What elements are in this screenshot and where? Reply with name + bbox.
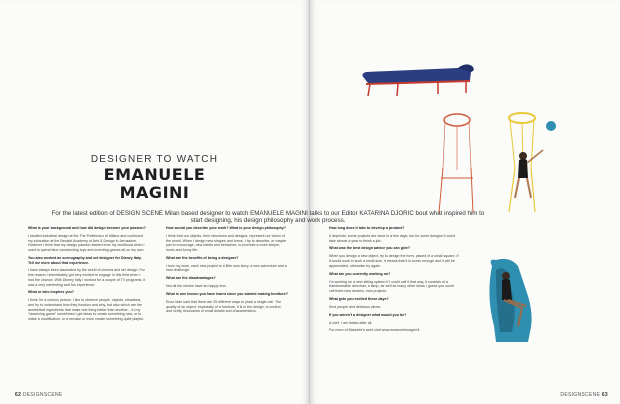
page-folio-right — [560, 392, 608, 398]
red-hoop — [444, 114, 470, 126]
page-number: 62 — [15, 392, 22, 398]
answer: Enzo Mari said that there are 25 different ways to plant a single nail. The quality of an object, especially of a furniture, it is in the design, to control, and verify, thousands of small details and characteristics. — [166, 300, 282, 314]
answer: I think that our objects, their structures and designs, represent our vision of the world. When I design new shapes and forms, I try to describe, or maybe just to encourage, new habits and behaviors, to promote a more simple, ironic and funny life. — [166, 233, 287, 252]
answer: I studied industrial design at the The Politecnico di Milano and continued my education at the Bezalel Academy of Arts & Design in Jerusalem. However I think that my design passion started from my childhood when I used to spend time constructing toys and inventing games all on my own. — [28, 233, 145, 252]
woman-head — [502, 272, 510, 280]
right-page — [310, 0, 620, 404]
text-column-2 — [166, 226, 288, 317]
red-chair-legs — [439, 168, 473, 213]
question: What is one lesson you have learnt since you started making furniture? — [166, 292, 289, 297]
woman-head — [519, 152, 527, 160]
text-column-3 — [329, 226, 459, 336]
woman-arm — [527, 150, 543, 163]
answer: It depends: some projects are done in a few days, but for some designs it could take almost a year to finish a job. — [329, 233, 456, 243]
answer: I love my work, each new project is a little new story, a new adventure and a new challenge. — [166, 263, 287, 273]
answer: I'm working on a new sitting system if I could call it that way, it consists of a transformable armchair, a lamp, as well as many other ideas I guess you could call them new dreams, new projects. — [329, 279, 454, 293]
answer: Kind people and delicious wines. — [329, 304, 382, 309]
blue-ball — [546, 121, 556, 131]
woman-body — [518, 159, 528, 178]
answer: I think I'm a curious person. I like to observe people, objects, situations, and try to understand how they function and why, but also which are the aesthetical ingredients that make one thing better than another... In my "observing game" sometimes I get ideas to create something new, or to make a modification, or a remake or even create something quite playful. — [28, 298, 144, 322]
question: What are the benefits of being a designer? — [166, 255, 239, 260]
left-page — [0, 0, 309, 404]
article-intro: For the latest edition of DESIGN SCENE Milan based designer to watch EMANUELE MAGINI talks to our Editor KATARINA DJORIC bout what inspired him to start designing, his design philosophy and work process. — [51, 210, 485, 225]
answer: I have always been fascinated by the world of cinema and set design. For this reason I immediately got very excited to engage in this field when I had the chance. With Disney Italy I worked for a couple of TV programs. It was a very interesting and fun experience. — [28, 268, 146, 287]
question: What or who inspires you? — [28, 290, 74, 295]
answer: Not all the stories have an happy end... — [166, 284, 229, 289]
article-kicker: DESIGNER TO WATCH — [90, 154, 219, 165]
magazine-name: DESIGNSCENE — [560, 392, 601, 398]
question: What are the disadvantages? — [166, 276, 216, 281]
answer: A chef. I am Italian after all. — [329, 320, 373, 325]
question: What are you currently working on? — [329, 271, 391, 276]
question: What is your background and how did design become your passion? — [28, 226, 146, 230]
question: What was the best design advice you can give? — [329, 246, 411, 251]
question: You also worked as scenography and set designer for Disney Italy. Tell me more about that experience. — [28, 255, 142, 265]
red-hoop-strings — [443, 122, 471, 170]
question: If you weren't a designer what would you be? — [329, 312, 407, 317]
page-number: 63 — [601, 392, 608, 398]
answer: When you design a new object, try to design the form, placed in a small square. If it would work in such a small size, it means that it is iconic enough and it will be appreciated, otherwise try again. — [329, 254, 459, 268]
question: How long does it take to develop a product? — [329, 226, 405, 230]
headline-line-1: EMANUELE — [103, 165, 206, 184]
website-note: For more of Manuele's work visit www.emanuelemagini.it — [329, 328, 420, 333]
headline-line-2: MAGINI — [119, 183, 190, 202]
question: How would you describe your work? What is your design philosophy? — [166, 226, 287, 230]
hoop-chairs-image — [435, 108, 565, 218]
woman-legs — [515, 178, 531, 198]
armchair-image — [482, 256, 542, 344]
page-folio-left — [15, 392, 63, 398]
question: What gets you excited these days? — [329, 296, 389, 301]
daybed-image — [358, 58, 478, 100]
yellow-hoop — [509, 113, 535, 123]
magazine-name: DESIGNSCENE — [22, 392, 63, 398]
text-column-1 — [28, 226, 146, 325]
